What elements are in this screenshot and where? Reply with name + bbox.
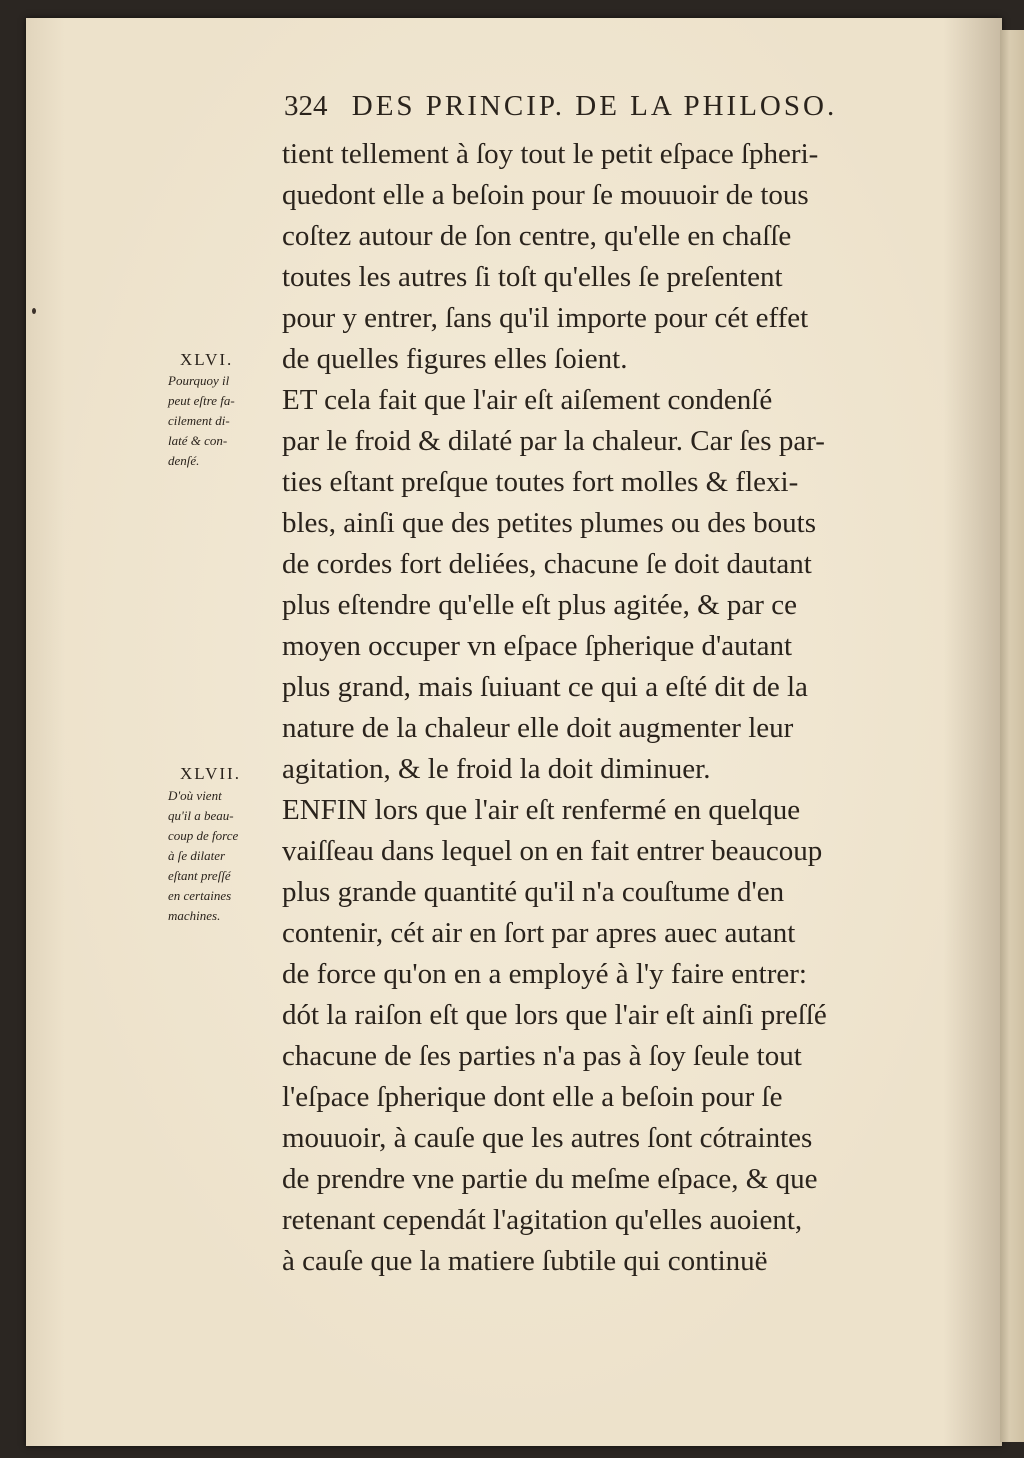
margin-note-line: laté & con- — [168, 433, 228, 448]
text-line: mouuoir, à cauſe que les autres ſont cótraintes — [282, 1122, 813, 1154]
text-line: tient tellement à ſoy tout le petit eſpace ſpheri- — [282, 138, 819, 170]
text-line: dót la raiſon eſt que lors que l'air eſt ainſi preſſé — [282, 999, 827, 1031]
text-line: plus eſtendre qu'elle eſt plus agitée, & par ce — [282, 589, 797, 621]
next-page-edge — [1000, 30, 1024, 1442]
margin-note-line: à ſe dilater — [168, 848, 226, 863]
text-line: toutes les autres ſi toſt qu'elles ſe preſentent — [282, 261, 783, 293]
text-line: de quelles figures elles ſoient. — [282, 343, 628, 375]
text-line: contenir, cét air en ſort par apres auec autant — [282, 917, 796, 949]
text-line: ENFIN lors que l'air eſt renfermé en quelque — [282, 794, 801, 826]
margin-note-line: en certaines — [168, 888, 232, 903]
text-line: quedont elle a beſoin pour ſe mouuoir de tous — [282, 179, 809, 211]
page-number: 324 — [284, 90, 328, 122]
text-line: moyen occuper vn eſpace ſpherique d'autant — [282, 630, 793, 662]
text-line: plus grand, mais ſuiuant ce qui a eſté dit de la — [282, 671, 808, 703]
margin-note-line: coup de force — [168, 828, 239, 843]
text-line: nature de la chaleur elle doit augmenter leur — [282, 712, 794, 744]
text-line: l'eſpace ſpherique dont elle a beſoin pour ſe — [282, 1081, 783, 1113]
ink-speck — [32, 308, 36, 314]
margin-note-line: denſé. — [168, 453, 200, 468]
margin-note-number: XLVI. — [180, 350, 234, 369]
running-header — [284, 90, 944, 136]
text-line: à cauſe que la matiere ſubtile qui continuë — [282, 1245, 768, 1277]
margin-note-number: XLVII. — [180, 764, 241, 783]
text-line: vaiſſeau dans lequel on en fait entrer beaucoup — [282, 835, 823, 867]
text-line: retenant cependát l'agitation qu'elles auoient, — [282, 1204, 803, 1236]
text-line: ties eſtant preſque toutes fort molles & flexi- — [282, 466, 799, 498]
margin-note-line: machines. — [168, 908, 221, 923]
text-line: de force qu'on en a employé à l'y faire entrer: — [282, 958, 807, 990]
text-line: bles, ainſi que des petites plumes ou des bouts — [282, 507, 817, 539]
margin-note-line: eſtant preſſé — [168, 868, 231, 883]
text-line: coſtez autour de ſon centre, qu'elle en chaſſe — [282, 220, 792, 252]
margin-note-line: qu'il a beau- — [168, 808, 234, 823]
running-title: DES PRINCIP. DE LA PHILOSO. — [351, 90, 838, 122]
text-line: plus grande quantité qu'il n'a couſtume d'en — [282, 876, 785, 908]
text-line: de cordes fort deliées, chacune ſe doit dautant — [282, 548, 812, 580]
margin-note-line: peut eſtre fa- — [168, 393, 235, 408]
text-line: de prendre vne partie du meſme eſpace, & que — [282, 1163, 818, 1195]
margin-note-line: D'où vient — [168, 788, 222, 803]
text-line: agitation, & le froid la doit diminuer. — [282, 753, 711, 785]
text-line: pour y entrer, ſans qu'il importe pour cét effet — [282, 302, 809, 334]
margin-note-line: cilement di- — [168, 413, 230, 428]
text-line: ET cela fait que l'air eſt aiſement condenſé — [282, 384, 773, 416]
margin-note-line: Pourquoy il — [168, 373, 230, 388]
text-line: par le froid & dilaté par la chaleur. Car ſes par- — [282, 425, 825, 457]
text-line: chacune de ſes parties n'a pas à ſoy ſeule tout — [282, 1040, 802, 1072]
